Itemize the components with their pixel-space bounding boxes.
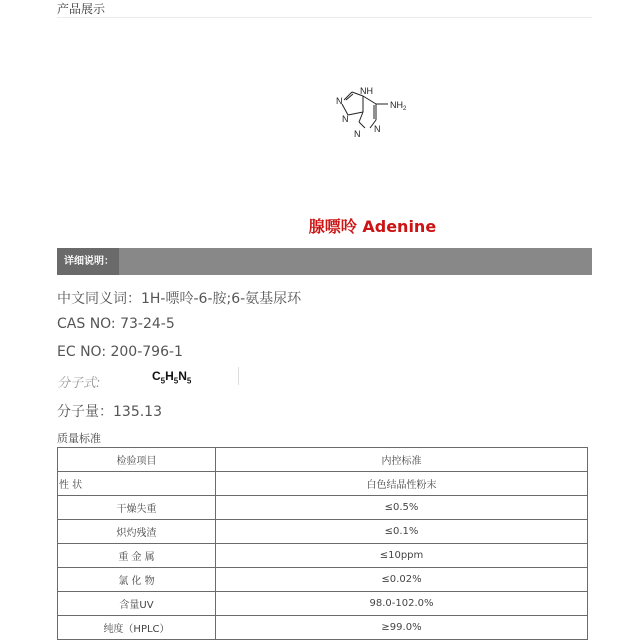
standard-cell: 白色结晶性粉末 (216, 472, 588, 496)
nh2-main: NH (390, 100, 403, 110)
ec-number: EC NO: 200-796-1 (57, 344, 183, 360)
atom-n-label: N (336, 96, 343, 106)
table-header-row (58, 448, 588, 472)
standard-cell: ≤10ppm (216, 544, 588, 568)
synonyms-text: 中文同义词：1H-嘌呤-6-胺;6-氨基尿环 (57, 291, 302, 307)
table-row (58, 568, 588, 592)
cas-number: CAS NO: 73-24-5 (57, 316, 175, 332)
header-standard: 内控标准 (216, 448, 588, 472)
atom-n-label: N (354, 129, 361, 139)
section-title: 产品展示 (57, 2, 106, 16)
standard-cell: ≤0.5% (216, 496, 588, 520)
test-item-cell: 炽灼残渣 (58, 520, 216, 544)
test-item-cell: 氯 化 物 (58, 568, 216, 592)
header-test-item: 检验项目 (58, 448, 216, 472)
atom-n-label: N (374, 124, 381, 134)
standard-cell: ≤0.1% (216, 520, 588, 544)
quality-standard-label: 质量标准 (57, 432, 101, 445)
title-divider (57, 17, 592, 18)
standard-cell: 98.0-102.0% (216, 592, 588, 616)
table-row (58, 520, 588, 544)
standard-cell: ≤0.02% (216, 568, 588, 592)
product-name: 腺嘌呤 Adenine (308, 217, 437, 236)
atom-n-label: N (342, 114, 349, 124)
formula-divider (238, 367, 239, 385)
test-item-cell: 干燥失重 (58, 496, 216, 520)
table-row (58, 496, 588, 520)
formula-label: 分子式: (57, 376, 101, 391)
test-item-cell: 纯度（HPLC） (58, 616, 216, 640)
table-row (58, 472, 588, 496)
quality-spec-table (57, 447, 588, 640)
table-row (58, 616, 588, 640)
nh2-subscript: 2 (403, 106, 407, 112)
molecular-weight: 分子量：135.13 (57, 404, 162, 420)
detail-tab: 详细说明： (57, 248, 119, 275)
table-row (58, 592, 588, 616)
atom-nh2-label (390, 100, 407, 112)
test-item-cell: 重 金 属 (58, 544, 216, 568)
test-item-cell: 性 状 (58, 472, 216, 496)
table-row (58, 544, 588, 568)
atom-nh-label: NH (360, 86, 373, 96)
standard-cell: ≥99.0% (216, 616, 588, 640)
molecular-formula: $C_5H_5N_5$ (152, 369, 192, 386)
test-item-cell: 含量UV (58, 592, 216, 616)
adenine-structure-image (330, 82, 420, 142)
detail-header-bar (57, 248, 592, 275)
